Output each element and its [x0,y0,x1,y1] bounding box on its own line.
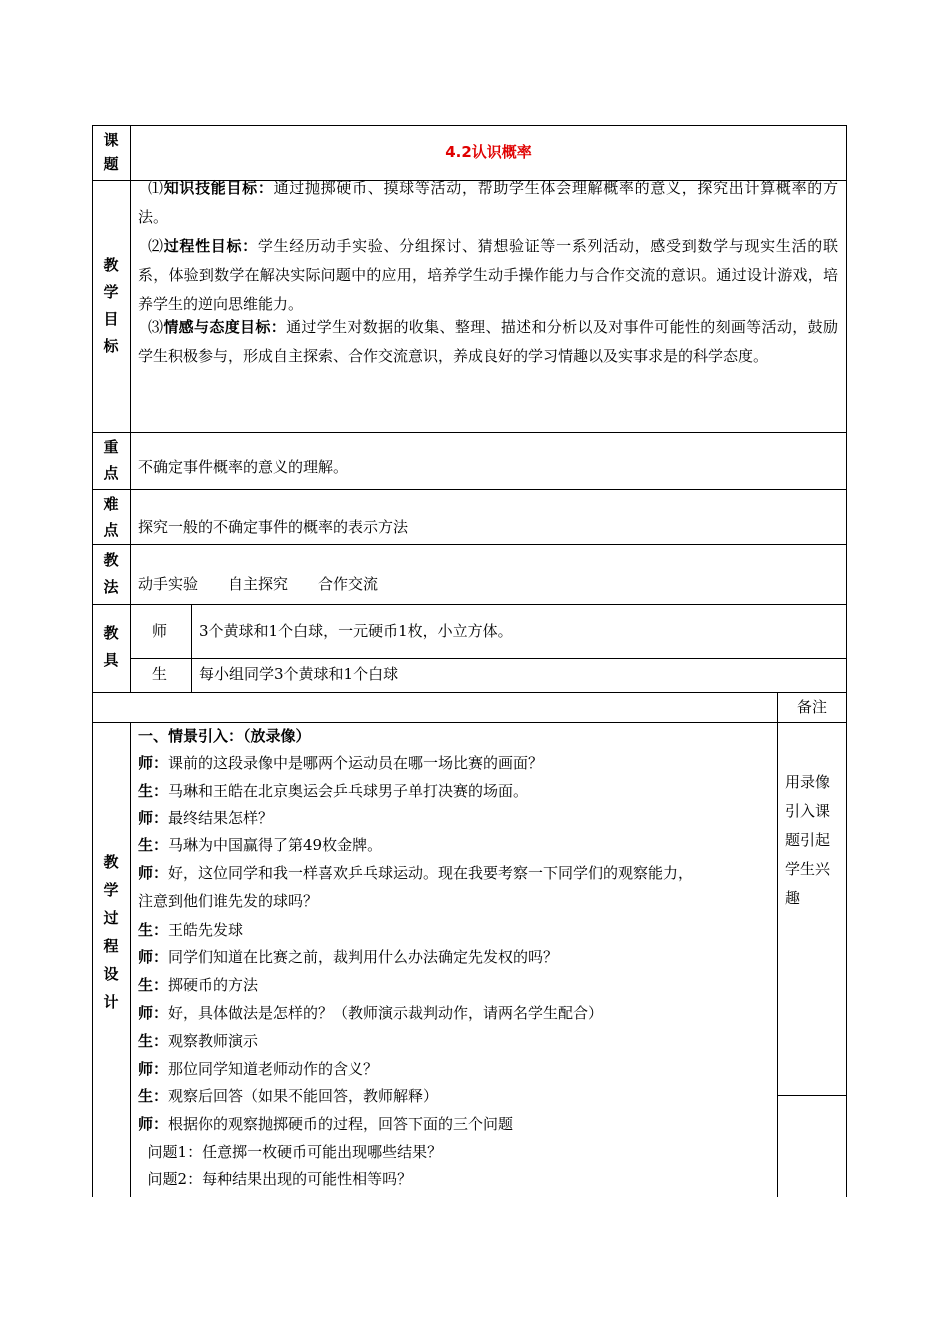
process-note: 用录像引入课题引起学生兴趣 [785,773,831,907]
title-label: 课 题 [103,131,119,173]
objective-knowledge: ⑴知识技能目标：通过抛掷硬币、摸球等活动，帮助学生体会理解概率的意义，探究出计算概率的方法。 [138,179,838,226]
difficulty-label: 难 点 [103,495,119,539]
tools-teacher-label: 师 [152,622,168,640]
tools-teacher-text: 3个黄球和1个白球，一元硬币1枚，小立方体。 [199,622,513,640]
difficulty-text: 探究一般的不确定事件的概率的表示方法 [138,518,409,536]
dialogue-line: 师：好，这位同学和我一样喜欢乒乓球运动。现在我要考察一下同学们的观察能力， [138,864,694,882]
objective-process: ⑵过程性目标：学生经历动手实验、分组探讨、猜想验证等一系列活动，感受到数学与现实生活的联系，体验到数学在解决实际问题中的应用，培养学生动手操作能力与合作交流的意识。通过设计游戏，培养学生的逆向思维能力。 [138,237,838,313]
table-right-border [846,125,847,1197]
key-point-label: 重 点 [103,438,119,482]
dialogue-line: 师：同学们知道在比赛之前，裁判用什么办法确定先发权的吗？ [138,948,559,966]
dialogue-line: 生：观察教师演示 [138,1032,259,1050]
note-divider [778,1095,847,1096]
remarks-header: 备注 [797,698,828,716]
dialogue-line: 生：观察后回答（如果不能回答，教师解释） [138,1087,439,1105]
dialogue-line: 师：那位同学知道老师动作的含义？ [138,1060,379,1078]
row-divider [92,544,847,545]
tools-student-label: 生 [152,665,168,683]
method-text: 动手实验 自主探究 合作交流 [138,575,379,593]
row-divider [92,489,847,490]
row-divider [92,692,847,693]
lesson-title: 4.2认识概率 [445,143,532,161]
row-divider [92,432,847,433]
method-label: 教 法 [103,551,119,596]
remarks-column-divider [777,692,778,1197]
tools-student-text: 每小组同学3个黄球和1个白球 [199,665,399,683]
table-top-border [92,125,847,126]
dialogue-line: 生：马琳为中国赢得了第49枚金牌。 [138,836,383,854]
key-point-text: 不确定事件概率的意义的理解。 [138,458,349,476]
tools-column-divider [191,604,192,692]
dialogue-line: 师：最终结果怎样？ [138,809,274,827]
dialogue-line: 生：掷硬币的方法 [138,976,259,994]
dialogue-line: 师：课前的这段录像中是哪两个运动员在哪一场比赛的画面？ [138,754,544,772]
row-divider-inner [131,658,847,659]
dialogue-line: 师：好，具体做法是怎样的？（教师演示裁判动作，请两名学生配合） [138,1004,604,1022]
objective-attitude: ⑶情感与态度目标：通过学生对数据的收集、整理、描述和分析以及对事件可能性的刻画等活动，鼓励学生积极参与，形成自主探索、合作交流意识，养成良好的学习情趣以及实事求是的科学态度。 [138,318,838,365]
tools-label: 教 具 [103,624,119,669]
label-column-divider [130,125,131,692]
row-divider [92,722,847,723]
dialogue-line: 注意到他们谁先发的球吗？ [138,892,319,910]
question-line: 问题2：每种结果出现的可能性相等吗？ [138,1170,413,1188]
objectives-label: 教 学 目 标 [103,256,119,355]
row-divider [92,604,847,605]
question-line: 问题1：任意掷一枚硬币可能出现哪些结果？ [138,1143,443,1161]
process-heading: 一、情景引入：（放录像） [138,727,311,745]
dialogue-line: 师：根据你的观察抛掷硬币的过程，回答下面的三个问题 [138,1115,514,1133]
dialogue-line: 生：王皓先发球 [138,921,244,939]
process-label: 教 学 过 程 设 计 [103,853,119,1011]
label-column-divider [130,722,131,1197]
dialogue-line: 生：马琳和王皓在北京奥运会乒乓球男子单打决赛的场面。 [138,782,529,800]
